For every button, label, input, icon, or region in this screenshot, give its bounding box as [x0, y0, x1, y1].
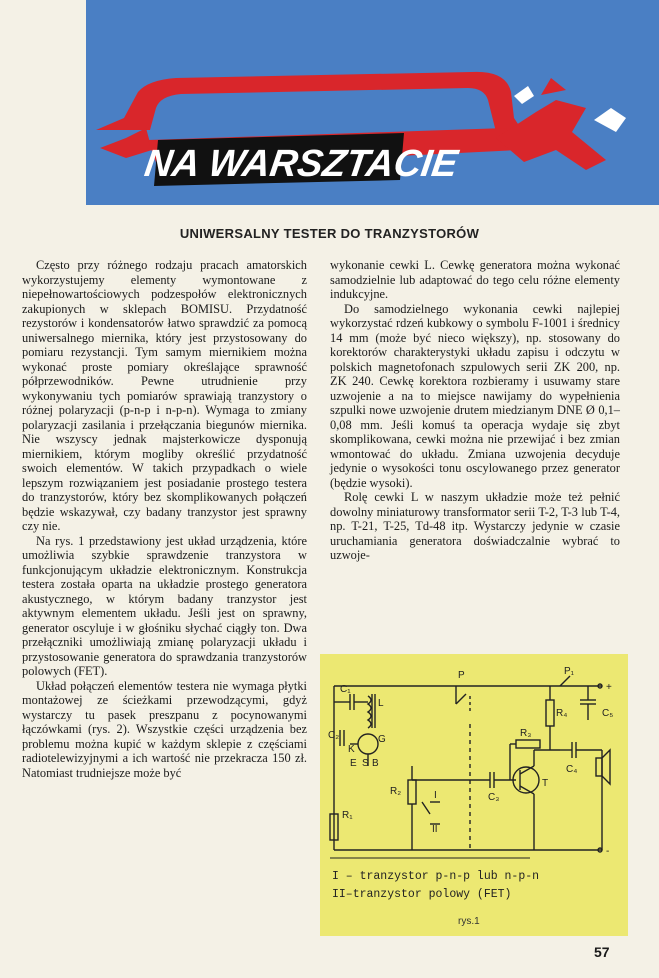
- label-plus: +: [606, 682, 612, 693]
- banner-title: NA WARSZTACIE: [142, 142, 461, 185]
- paragraph: Do samodzielnego wykonania cewki najlepiej wykorzystać rdzeń kubkowy o symbolu F-1001 i średnicy 14 mm (może być nieco większy), np. stosowany do korektorów charakterystyki układu zapisu i odczytu w polskich magnetofonach szpulowych serii ZK 200, np. ZK 240. Cewkę korektora rozbieramy i usuwamy stare uzwojenie a na to miejsce nawijamy do wypełnienia szpulki nowe uzwojenie drutem miedzianym DNE Ø 0,1–0,08 mm. Jeśli komuś ta operacja wydaje się zbyt skomplikowana, cewki można nie przewijać i bez zmian wmontować do układu. Zmiana uzwojenia decyduje jedynie o wysokości tonu oscylowanego przez generator (będzie wysoki).: [330, 301, 620, 490]
- label-r2: R₂: [390, 786, 402, 797]
- label-minus: -: [606, 846, 610, 857]
- circuit-figure: [320, 654, 628, 936]
- paragraph: Układ połączeń elementów testera nie wymaga płytki montażowej ze ścieżkami przewodzącymi, gdyż wystarczy tu pasek preszpanu z pocynowanymi łączówkami (rys. 2). Wszystkie części urządzenia bez problemu można kupić w każdym sklepie z częściami radiotelewizyjnymi a ich wartość nie przekracza 150 zł. Natomiast trudniejsze może być: [22, 678, 307, 780]
- article-title: UNIWERSALNY TESTER DO TRANZYSTORÓW: [179, 226, 480, 241]
- legend-line-2: II–tranzystor polowy (FET): [332, 888, 512, 901]
- label-l: L: [378, 698, 384, 709]
- label-c2: C₂: [328, 730, 340, 741]
- right-column: [330, 258, 620, 658]
- label-g: G: [378, 734, 386, 745]
- header-banner: [86, 0, 659, 205]
- paragraph: wykonanie cewki L. Cewkę generatora można wykonać samodzielnie lub adaptować do tego celu różne elementy indukcyjne.: [330, 258, 620, 301]
- label-c5: C₅: [602, 708, 614, 719]
- label-r4: R₄: [556, 708, 568, 719]
- label-r1: R₁: [342, 810, 353, 821]
- paragraph: Na rys. 1 przedstawiony jest układ urządzenia, które umożliwia szybkie sprawdzenie tranzystora w funkcjonującym układzie elektronicznym. Konstrukcja testera została oparta na układzie prostego generatora akustycznego, w którym badany tranzystor jest aktywnym elementem układu. Jeśli jest on sprawny, generator oscyluje i w głośniku słychać ciągły ton. Dwa przełączniki umożliwiają zmianę polaryzacji układu i przystosowanie generatora do sprawdzania tranzystorów polowych (FET).: [22, 533, 307, 678]
- label-p: P: [458, 670, 465, 681]
- paragraph: Rolę cewki L w naszym układzie może też pełnić dowolny miniaturowy transformator serii T-2, T-3 lub T-4, np. T-21, T-25, Td-48 itp. Wystarczy jedynie w czasie uruchamiania generatora doświadczalnie wybrać to uzwoje-: [330, 490, 620, 562]
- label-b: B: [372, 758, 379, 769]
- legend-line-1: I – tranzystor p-n-p lub n-p-n: [332, 870, 540, 883]
- label-c4: C₄: [566, 764, 578, 775]
- label-switch-ii: II: [432, 824, 438, 835]
- paragraph: Często przy różnego rodzaju pracach amatorskich wykorzystujemy elementy wymontowane z niepełnowartościowych podzespołów elektronicznych zakupionych w sklepach BOMISU. Przydatność rezystorów i kondensatorów łatwo sprawdzić za pomocą uniwersalnego miernika, który jest przystosowany do pomiaru rezystancji. Tym samym miernikiem można wykonać proste pomiary określające sprawność półprzewodników. Pewne utrudnienie przy wykonywaniu tych pomiarów sprawiają tranzystory o różnej polaryzacji (p-n-p i n-p-n). Wymaga to zmiany polaryzacji zasilania i przełączania biegunów miernika. Nie wszyscy jednak majsterkowicze dysponują miernikiem, którym mogliby określić przydatność swoich elementów. W takich przypadkach o wiele lepszym rozwiązaniem jest posiadanie prostego testera do tranzystorów, który bez skomplikowanych połączeń będzie wskazywał, czy badany tranzystor jest sprawny czy nie.: [22, 258, 307, 533]
- label-switch-i: I: [434, 790, 437, 801]
- label-p1: P₁: [564, 666, 575, 677]
- saw-illustration: [86, 0, 659, 205]
- label-r3: R₃: [520, 728, 532, 739]
- label-s: S: [362, 758, 369, 769]
- label-c1: C₁: [340, 684, 351, 695]
- label-c3: C₃: [488, 792, 500, 803]
- left-column: [22, 258, 307, 938]
- label-k: K: [348, 744, 355, 755]
- label-e: E: [350, 758, 357, 769]
- page-number: 57: [594, 944, 610, 960]
- label-t: T: [542, 778, 549, 789]
- figure-caption: rys.1: [458, 916, 480, 927]
